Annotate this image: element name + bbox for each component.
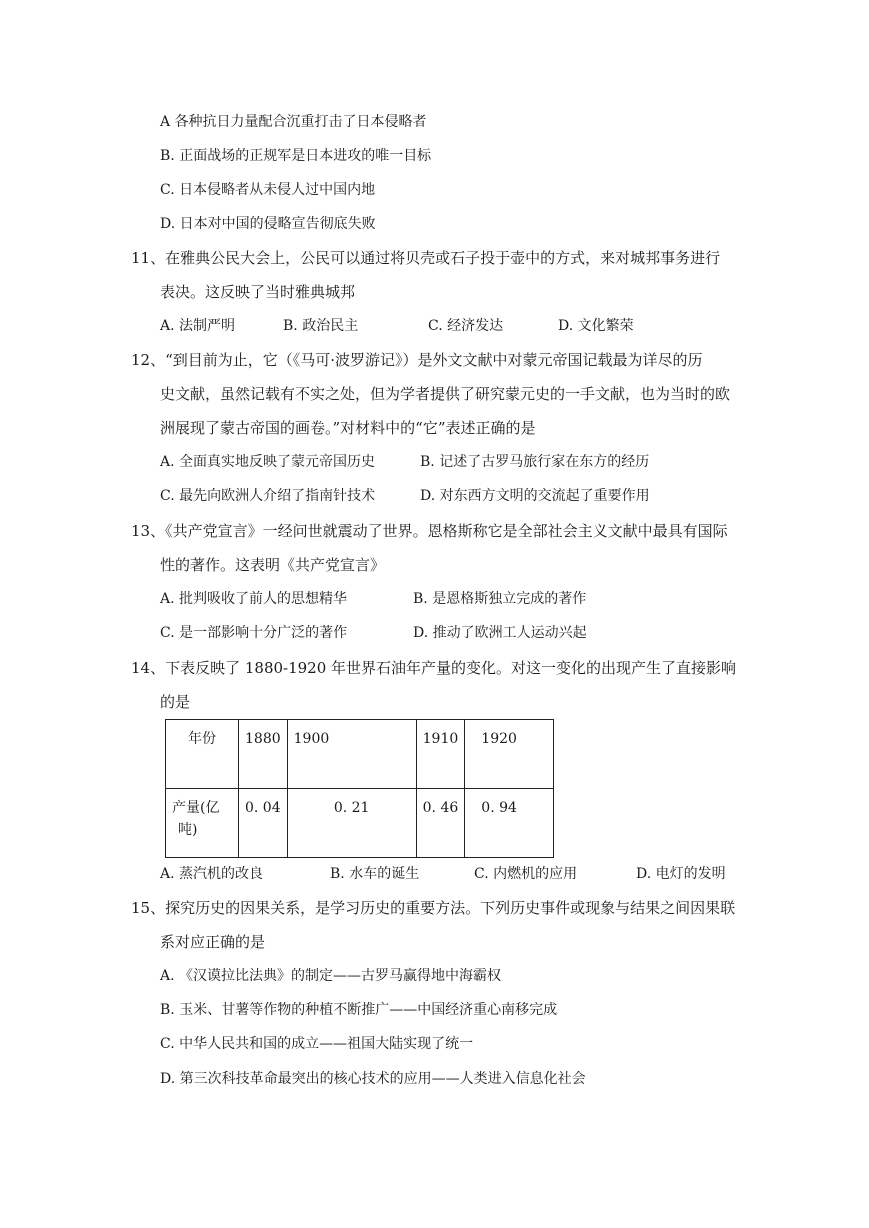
q14-option-a: A. 蒸汽机的改良: [160, 866, 264, 882]
q13-stem-line-2: 性的著作。这表明《共产党宣言》: [160, 556, 386, 574]
q11-option-d: D. 文化繁荣: [558, 318, 634, 334]
table-row: [166, 789, 554, 858]
table-cell: 0. 04: [239, 789, 288, 858]
q12-stem-line-1: 12、“到目前为止，它（《马可·波罗游记》）是外文文献中对蒙元帝国记载最为详尽的历: [131, 351, 703, 369]
q11-option-a: A. 法制严明: [160, 318, 236, 334]
oil-production-table: [165, 719, 554, 858]
q14-stem-line-2: 的是: [160, 693, 191, 711]
q10-option-b: B. 正面战场的正规军是日本进攻的唯一目标: [160, 148, 432, 164]
table-cell: 0. 94: [465, 789, 554, 858]
row-label-line-1: 产量(亿: [172, 800, 220, 816]
q13-option-c: C. 是一部影响十分广泛的著作: [160, 625, 348, 641]
q11-stem-line-1: 11、在雅典公民大会上，公民可以通过将贝壳或石子投于壶中的方式，来对城邦事务进行: [131, 249, 721, 267]
q12-option-d: D. 对东西方文明的交流起了重要作用: [420, 488, 650, 504]
table-header-cell: 1920: [465, 720, 554, 789]
q15-stem-line-2: 系对应正确的是: [160, 933, 266, 951]
q10-option-c: C. 日本侵略者从未侵人过中国内地: [160, 182, 376, 198]
q10-option-a: A 各种抗日力量配合沉重打击了日本侵略者: [160, 114, 427, 130]
q14-option-b: B. 水车的诞生: [330, 866, 420, 882]
table-row: [166, 720, 554, 789]
q13-stem-line-1: 13、《共产党宣言》一经问世就震动了世界。恩格斯称它是全部社会主义文献中最具有国际: [131, 522, 728, 540]
q11-stem-line-2: 表决。这反映了当时雅典城邦: [160, 283, 356, 301]
q11-option-b: B. 政治民主: [283, 318, 359, 334]
table-header-cell: 1900: [287, 720, 416, 789]
q12-option-b: B. 记述了古罗马旅行家在东方的经历: [420, 454, 650, 470]
table-cell: 0. 21: [287, 789, 416, 858]
q15-stem-line-1: 15、探究历史的因果关系，是学习历史的重要方法。下列历史事件或现象与结果之间因果联: [131, 899, 736, 917]
q10-option-d: D. 日本对中国的侵略宣告彻底失败: [160, 216, 376, 232]
q15-option-a: A. 《汉谟拉比法典》的制定——古罗马赢得地中海霸权: [160, 968, 502, 984]
q13-option-a: A. 批判吸收了前人的思想精华: [160, 591, 348, 607]
q11-option-c: C. 经济发达: [428, 318, 504, 334]
table-header-cell: 1910: [416, 720, 465, 789]
q13-option-b: B. 是恩格斯独立完成的著作: [413, 591, 587, 607]
table-header-cell: 1880: [239, 720, 288, 789]
q12-stem-line-2: 史文献，虽然记载有不实之处，但为学者提供了研究蒙元史的一手文献，也为当时的欧: [160, 385, 731, 403]
q14-option-c: C. 内燃机的应用: [474, 866, 578, 882]
q13-option-d: D. 推动了欧洲工人运动兴起: [413, 625, 587, 641]
q15-option-b: B. 玉米、甘薯等作物的种植不断推广——中国经济重心南移完成: [160, 1002, 558, 1018]
table-row-label: [166, 789, 239, 858]
q12-option-c: C. 最先向欧洲人介绍了指南针技术: [160, 488, 376, 504]
q12-option-a: A. 全面真实地反映了蒙元帝国历史: [160, 454, 376, 470]
q12-stem-line-3: 洲展现了蒙古帝国的画卷。”对材料中的“它”表述正确的是: [160, 419, 536, 437]
table-cell: 0. 46: [416, 789, 465, 858]
q15-option-d: D. 第三次科技革命最突出的核心技术的应用——人类进入信息化社会: [160, 1071, 586, 1087]
row-label-line-2: 吨): [178, 822, 198, 838]
q14-option-d: D. 电灯的发明: [636, 866, 726, 882]
table-header-year: 年份: [166, 720, 239, 789]
q15-option-c: C. 中华人民共和国的成立——祖国大陆实现了统一: [160, 1036, 474, 1052]
q14-stem-line-1: 14、下表反映了 1880-1920 年世界石油年产量的变化。对这一变化的出现产生了直接影响: [131, 659, 737, 677]
